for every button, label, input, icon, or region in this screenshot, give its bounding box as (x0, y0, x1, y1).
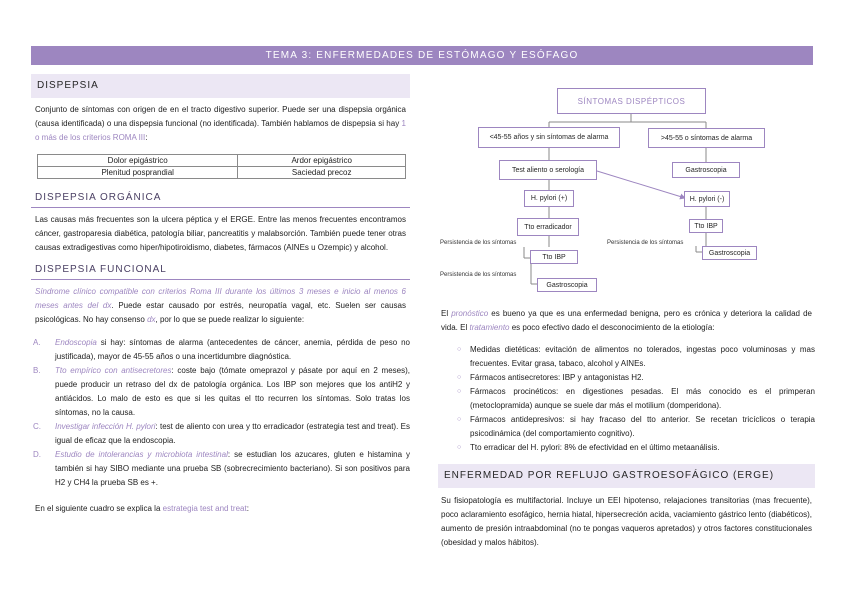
flowchart-node-test-aliento: Test aliento o serología (499, 160, 597, 180)
dispepsia-definition: Conjunto de síntomas con origen de en el tracto digestivo superior. Puede ser una dispepsia orgánica (causa identificada) o una dispepsia funcional (no identificada). También hablamos de dispepsia si hay 1 o más de los criterios ROMA III: (35, 105, 406, 142)
flowchart-note-persistencia: Persistencia de los síntomas (440, 240, 517, 246)
list-item: ○ Medidas dietéticas: evitación de alimentos no tolerados, ingestas poco voluminosas y mas frecuentes. Evitar grasa, tabaco, alcohol y AINEs. (457, 345, 815, 368)
flowchart-node-pylori-negative: H. pylori (-) (684, 191, 730, 207)
section-heading-organica: DISPEPSIA ORGÁNICA (31, 189, 410, 208)
flowchart-node-gastroscopia-right: Gastroscopia (702, 246, 757, 260)
flowchart-node-sintomas: SÍNTOMAS DISPÉPTICOS (557, 88, 706, 114)
flowchart-node-older-alarm: >45-55 o síntomas de alarma (648, 128, 765, 148)
list-item: ○ Fármacos antidepresivos: si hay fracaso del tto anterior. Se recetan tricíclicos o terapia psicodinámica (del comportamiento cognitivo). (457, 415, 815, 438)
tratamiento-list (438, 343, 815, 455)
flowchart-node-gastroscopia: Gastroscopia (672, 162, 740, 178)
flowchart-note-persistencia: Persistencia de los síntomas (440, 272, 517, 278)
section-heading-erge: ENFERMEDAD POR REFLUJO GASTROESOFÁGICO (ERGE) (438, 464, 815, 488)
flowchart-node-young-no-alarm: <45-55 años y sin síntomas de alarma (478, 127, 620, 148)
funcional-intro: Síndrome clínico compatible con criterios Roma III durante los últimos 3 meses e inicio al menos 6 meses antes del dx. Puede estar causado por estrés, neuropatía vagal, etc. Suelen ser causas psicológicas. No hay consenso dx, por lo que se puede realizar lo siguiente: (35, 287, 406, 324)
list-item: B. Tto empírico con antisecretores: coste bajo (tómate omeprazol y pásate por aquí en 2 meses), puede producir un retraso del dx de patología orgánica. Los IBP son mejores que los antiH2 y antiácidos. Lo malo de esto es que si les quitas el tto recurren los síntomas. Solo tratas los síntomas, no la causa. (33, 366, 411, 417)
flowchart-node-tto-ibp-right: Tto IBP (689, 219, 723, 233)
roma-criteria-highlight: 1 o más de los criterios ROMA III (35, 119, 406, 142)
table-cell: Saciedad precoz (238, 167, 406, 179)
list-item: ○ Fármacos procinéticos: en digestiones pesadas. El más conocido es el primperan (metoclopramida) aunque se suele dar más el motilium (domperidona). (457, 387, 815, 410)
table-cell: Ardor epigástrico (238, 155, 406, 167)
list-item: C. Investigar infección H. pylori: test de aliento con urea y tto erradicador (estrategia test and treat). Es igual de eficaz que la endoscopia. (33, 422, 410, 445)
table-cell: Dolor epigástrico (38, 155, 238, 167)
list-item: ○ Fármacos antisecretores: IBP y antagonistas H2. (457, 373, 644, 382)
erge-text: Su fisiopatología es multifactorial. Incluye un EEI hipotenso, relajaciones transitorias (mas frecuente), poco aclaramiento esofágico, hernia hiatal, hipersecreción acida, vaciamiento gástrico lento (diabéticos), aumento de presión intraabdominal (no te pongas vaqueros apretados) y otros factores constitucionales (obesidad y malos hábitos). (441, 496, 812, 547)
funcional-options-list (31, 336, 410, 490)
right-column-text (438, 307, 815, 550)
table-cell: Plenitud posprandial (38, 167, 238, 179)
test-and-treat-intro: En el siguiente cuadro se explica la estrategia test and treat: (35, 504, 249, 513)
list-item: D. Estudio de intolerancias y microbiota intestinal: se estudian los azucares, gluten e histamina y también si hay SIBO mediante una prueba SB (sobrecrecimiento bacteriano). Si son positivos para H2 y CH4 la prueba SB es +. (33, 450, 411, 487)
flowchart-node-tto-erradicador: Tto erradicador (517, 218, 579, 236)
list-item: ○ Tto erradicar del H. pylori: 8% de efectividad en el último metaanálisis. (457, 443, 720, 452)
section-heading-dispepsia: DISPEPSIA (31, 74, 410, 98)
flowchart-node-tto-ibp-left: Tto IBP (530, 250, 578, 264)
list-item: A. Endoscopia si hay: síntomas de alarma (antecedentes de cáncer, anemia, pérdida de peso no justificada), mayor de 45-55 años o una incertidumbre diagnóstica. (33, 338, 410, 361)
page-title-banner: TEMA 3: ENFERMEDADES DE ESTÓMAGO Y ESÓFAGO (31, 46, 813, 65)
section-heading-funcional: DISPEPSIA FUNCIONAL (31, 261, 410, 280)
pronostico-text: El pronóstico es bueno ya que es una enfermedad benigna, pero es crónica y deteriora la calidad de vida. El tratamiento es poco efectivo dado el desconocimiento de la etiología: (441, 309, 812, 332)
flowchart-note-persistencia: Persistencia de los síntomas (607, 240, 684, 246)
flowchart-node-pylori-positive: H. pylori (+) (524, 190, 574, 207)
organica-text: Las causas más frecuentes son la ulcera péptica y el ERGE. Entre las menos frecuentes encontramos cáncer, gastroparesia diabética, patología biliar, pancreatitis y malabsorción. También puede tener otras causas extradigestivas como hiper/hipotiroidismo, diabetes, fármacos (AINEs u Ozempic) y alcohol. (35, 215, 406, 252)
flowchart-node-gastroscopia-left: Gastroscopia (537, 278, 597, 292)
